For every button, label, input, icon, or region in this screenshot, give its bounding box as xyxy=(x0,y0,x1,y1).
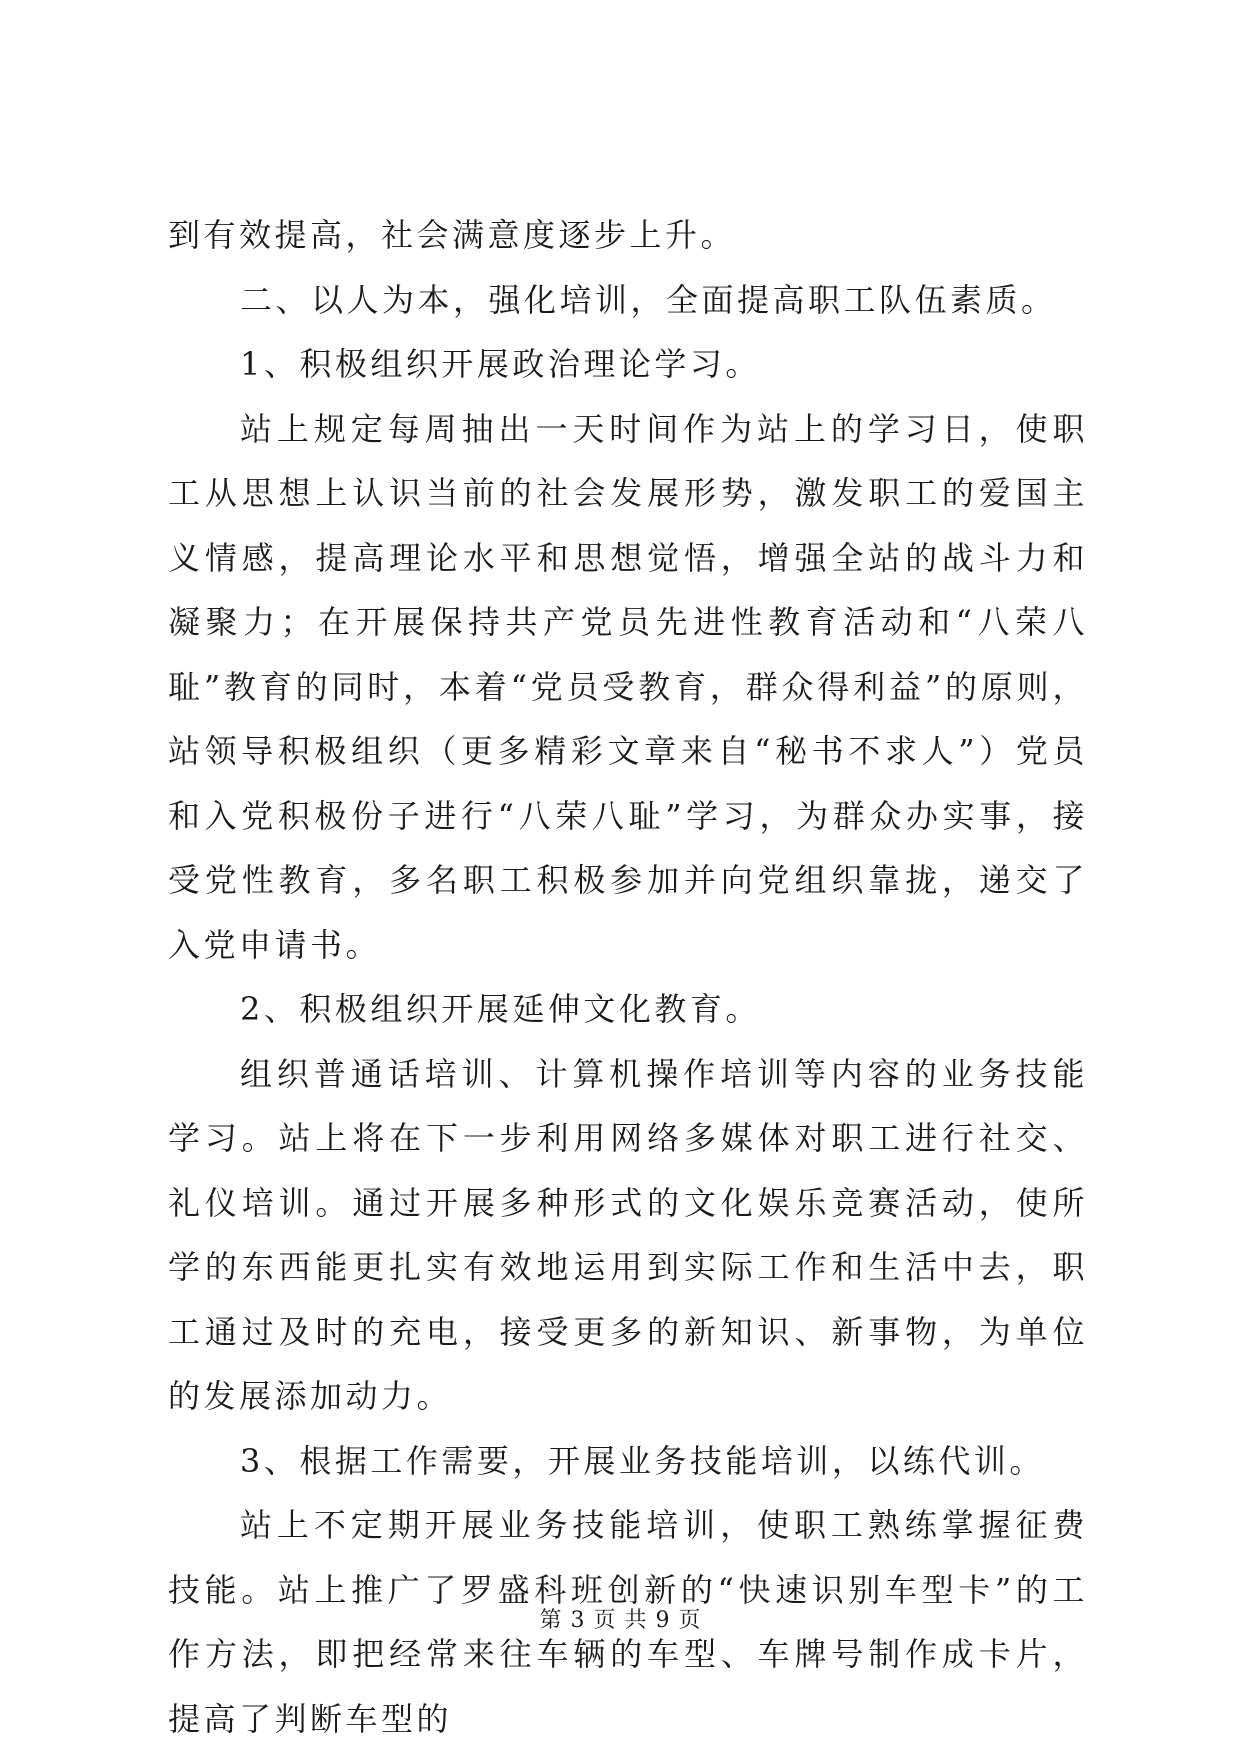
paragraph: 站上规定每周抽出一天时间作为站上的学习日，使职工从思想上认识当前的社会发展形势，激发职工的爱国主义情感，提高理论水平和思想觉悟，增强全站的战斗力和凝聚力；在开展保持共产党员先进性教育活动和“八荣八耻”教育的同时，本着“党员受教育，群众得利益”的原则，站领导积极组织（更多精彩文章来自“秘书不求人”）党员和入党积极份子进行“八荣八耻”学习，为群众办实事，接受党性教育，多名职工积极参加并向党组织靠拢，递交了入党申请书。 xyxy=(168,409,1088,964)
subsection-heading: 1、积极组织开展政治理论学习。 xyxy=(240,345,761,383)
paragraph: 到有效提高，社会满意度逐步上升。 xyxy=(168,216,737,254)
subsection-heading: 2、积极组织开展延伸文化教育。 xyxy=(240,990,761,1028)
document-body xyxy=(168,203,1088,1751)
subsection-heading: 3、根据工作需要，开展业务技能培训，以练代训。 xyxy=(240,1441,1045,1480)
paragraph: 站上不定期开展业务技能培训，使职工熟练掌握征费技能。站上推广了罗盛科班创新的“快速识别车型卡”的工作方法，即把经常来往车辆的车型、车牌号制作成卡片，提高了判断车型的 xyxy=(168,1506,1088,1738)
page-footer: 第 3 页 共 9 页 xyxy=(539,1608,702,1633)
paragraph: 组织普通话培训、计算机操作培训等内容的业务技能学习。站上将在下一步利用网络多媒体对职工进行社交、礼仪培训。通过开展多种形式的文化娱乐竞赛活动，使所学的东西能更扎实有效地运用到实际工作和生活中去，职工通过及时的充电，接受更多的新知识、新事物，为单位的发展添加动力。 xyxy=(168,1054,1088,1415)
section-heading: 二、以人为本，强化培训，全面提高职工队伍素质。 xyxy=(240,280,1057,319)
